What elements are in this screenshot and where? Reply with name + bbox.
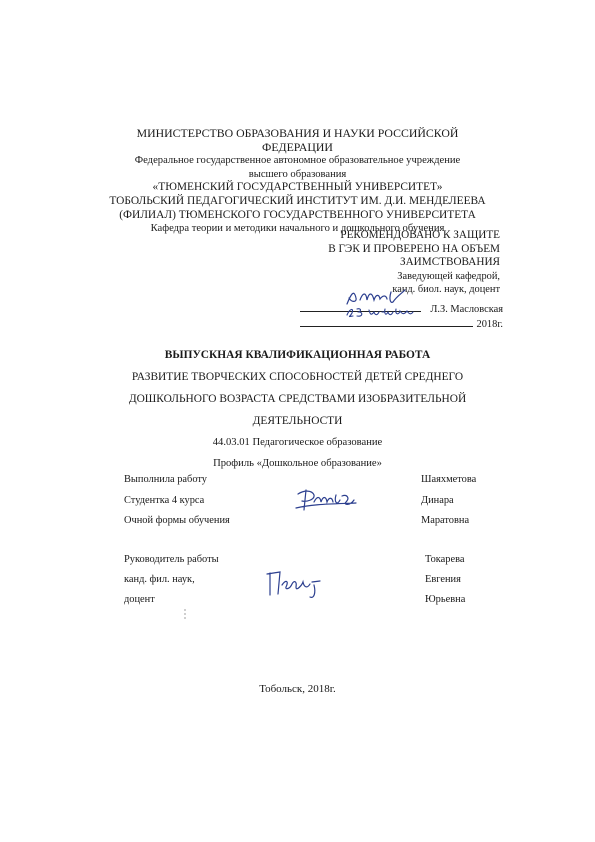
department-line: Кафедра теории и методики начального и дошкольного обучения	[150, 223, 445, 235]
thesis-title-line-2: ДОШКОЛЬНОГО ВОЗРАСТА СРЕДСТВАМИ ИЗОБРАЗИТЕЛЬНОЙ	[128, 393, 467, 405]
head-position: Заведующей кафедрой,	[397, 270, 500, 282]
date-year: 2018г.	[476, 319, 503, 330]
supervisor-label-3: доцент	[124, 594, 155, 605]
supervisor-label-2: канд. фил. наук,	[124, 574, 195, 585]
federation-line: ФЕДЕРАЦИИ	[262, 139, 333, 154]
thesis-title-line-1: РАЗВИТИЕ ТВОРЧЕСКИХ СПОСОБНОСТЕЙ ДЕТЕЙ СРЕДНЕГО	[131, 371, 464, 383]
author-label-2: Студентка 4 курса	[124, 495, 205, 506]
author-handwritten-signature	[292, 486, 362, 516]
author-label-3: Очной формы обучения	[124, 515, 230, 526]
head-degree: канд. биол. наук, доцент	[392, 284, 500, 296]
supervisor-label-1: Руководитель работы	[124, 554, 219, 565]
agency-line: Федеральное государственное автономное образовательное учреждение	[134, 155, 461, 167]
thesis-type: ВЫПУСКНАЯ КВАЛИФИКАЦИОННАЯ РАБОТА	[164, 349, 431, 361]
approval-line-1: РЕКОМЕНДОВАНО К ЗАЩИТЕ	[340, 229, 500, 241]
institute-line: ТОБОЛЬСКИЙ ПЕДАГОГИЧЕСКИЙ ИНСТИТУТ ИМ. Д.И. МЕНДЕЛЕЕВА	[109, 194, 486, 207]
author-surname: Шаяхметова	[421, 474, 477, 485]
education-level-line: высшего образования	[248, 168, 347, 180]
approval-line-2: В ГЭК И ПРОВЕРЕНО НА ОБЪЕМ	[328, 242, 500, 255]
study-direction: 44.03.01 Педагогическое образование	[212, 437, 383, 448]
approval-line-3: ЗАИМСТВОВАНИЯ	[399, 256, 500, 269]
author-patronymic: Маратовна	[421, 515, 470, 526]
supervisor-surname: Токарева	[425, 554, 465, 565]
thesis-title-line-3: ДЕЯТЕЛЬНОСТИ	[252, 415, 343, 427]
branch-line: (ФИЛИАЛ) ТЮМЕНСКОГО ГОСУДАРСТВЕННОГО УНИВЕРСИТЕТА	[119, 208, 476, 221]
date-line	[300, 326, 473, 327]
study-profile: Профиль «Дошкольное образование»	[213, 458, 382, 469]
supervisor-name: Евгения	[425, 574, 461, 585]
institution-header	[0, 127, 595, 236]
university-line: «ТЮМЕНСКИЙ ГОСУДАРСТВЕННЫЙ УНИВЕРСИТЕТ»	[152, 181, 443, 194]
thesis-block	[0, 345, 595, 474]
supervisor-patronymic: Юрьевна	[425, 594, 466, 605]
ministry-line: МИНИСТЕРСТВО ОБРАЗОВАНИЯ И НАУКИ РОССИЙСКОЙ	[136, 126, 459, 140]
place-and-year: Тобольск, 2018г.	[259, 683, 336, 695]
author-name: Динара	[421, 495, 454, 506]
head-name: Л.З. Масловская	[430, 304, 503, 315]
supervisor-handwritten-signature	[264, 567, 332, 601]
author-label-1: Выполнила работу	[124, 474, 207, 485]
handwritten-date	[344, 304, 416, 320]
scan-mark	[184, 609, 186, 621]
